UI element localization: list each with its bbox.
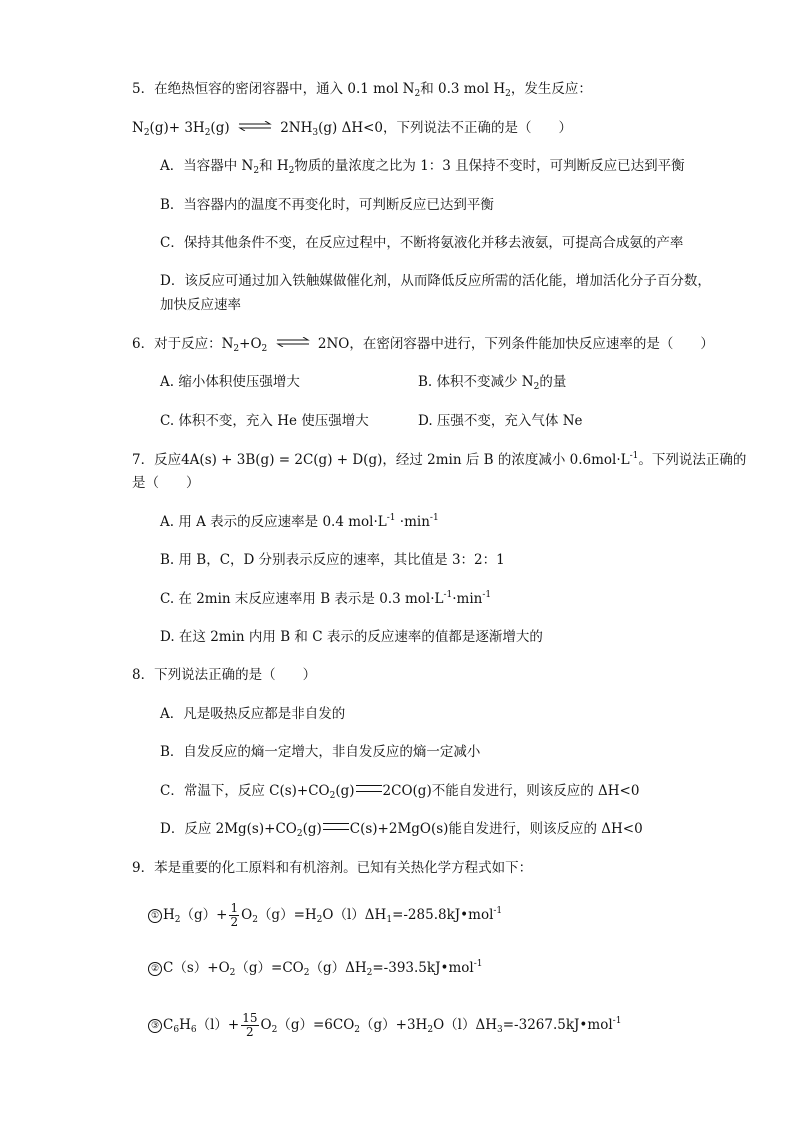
q7-option-b[interactable]: B. 用 B，C，D 分别表示反应的速率，其比值是 3：2：1 xyxy=(160,552,505,568)
q5-option-a[interactable]: A．当容器中 $N_2$和 $H_2$物质的量浓度之比为 1：3 且保持不变时，可判断反应已达到平衡 xyxy=(160,158,685,176)
q8-option-c[interactable]: C．常温下，反应 $C(s)+CO_2(g)$ 2CO(g)不能自发进行，则该反应的 ΔH<0 xyxy=(160,783,640,801)
q5-stem: 5．在绝热恒容的密闭容器中，通入 0.1 mol $N_2$和 0.3 mol $H_2$，发生反应： xyxy=(132,81,592,99)
q5-equation: $N_2(g)+ 3H_2(g)$ $2NH_3(g)$ ΔH<0，下列说法不正确的是（ ） xyxy=(132,120,573,138)
equilibrium-arrow-icon xyxy=(276,337,310,347)
equals-sign-icon xyxy=(356,785,382,792)
q6-stem: 6．对于反应：$N_2+O_2$ 2NO，在密闭容器中进行，下列条件能加快反应速率的是（ ） xyxy=(132,336,714,354)
q9-stem: 9．苯是重要的化工原料和有机溶剂。已知有关热化学方程式如下： xyxy=(132,860,533,876)
q9-equation-2: ② $C(s)+O_2(g)=CO_2(g)\Delta H_2=-393.5kJ•mol^{-1}$ xyxy=(148,959,482,977)
q7-option-a[interactable]: A. 用 A 表示的反应速率是 0.4 $mol\cdot L^{-1} \cdot\min^{-1}$ xyxy=(160,513,439,530)
q7-option-d[interactable]: D. 在这 2min 内用 B 和 C 表示的反应速率的值都是逐渐增大的 xyxy=(160,629,543,645)
q6-option-d[interactable]: D. 压强不变，充入气体 Ne xyxy=(418,413,583,429)
q8-option-d[interactable]: D．反应 $2Mg(s)+CO_2(g)$ C(s)+2MgO(s)能自发进行，则该反应的 ΔH<0 xyxy=(160,821,643,839)
equals-sign-icon xyxy=(323,823,349,830)
q5-option-d[interactable]: D．该反应可通过加入铁触媒做催化剂，从而降低反应所需的活化能，增加活化分子百分数， xyxy=(160,273,711,289)
q5-option-d-cont: 加快反应速率 xyxy=(160,297,241,313)
q5-option-b[interactable]: B．当容器内的温度不再变化时，可判断反应已达到平衡 xyxy=(160,197,494,213)
q6-option-b[interactable]: B. 体积不变减少 $N_2$的量 xyxy=(418,374,567,392)
q8-option-a[interactable]: A．凡是吸热反应都是非自发的 xyxy=(160,706,346,722)
q9-equation-1: ① $H_2(g)+$ $\frac{1}{2}$ $O_2(g)=H_2O(l)\Delta H_1=-285.8kJ•mol^{-1}$ xyxy=(148,902,502,929)
fraction: $\frac{1}{2}$ xyxy=(230,901,239,929)
q8-stem: 8．下列说法正确的是（ ） xyxy=(132,667,317,683)
fraction: $\frac{15}{2}$ xyxy=(242,1011,258,1039)
q7-stem: 7．反应4A(s) + 3B(g) = 2C(g) + D(g)，经过 2min 后 B 的浓度减小 $0.6mol\cdot L^{-1}$。下列说法正确的 xyxy=(132,451,747,468)
equilibrium-arrow-icon xyxy=(238,121,272,131)
q7-stem-cont: 是（ ） xyxy=(132,475,200,491)
q8-option-b[interactable]: B．自发反应的熵一定增大，非自发反应的熵一定减小 xyxy=(160,744,481,760)
q5-option-c[interactable]: C．保持其他条件不变，在反应过程中，不断将氨液化并移去液氨，可提高合成氨的产率 xyxy=(160,235,684,251)
q9-equation-3: ③ $C_6H_6(l)+$ $\frac{15}{2}$ $O_2(g)=6CO_2(g)+3H_2O(l)\Delta H_3=-3267.5kJ•mol^{-1}$ xyxy=(148,1012,621,1039)
q6-option-a[interactable]: A. 缩小体积使压强增大 xyxy=(160,374,300,390)
q7-option-c[interactable]: C. 在 2min 末反应速率用 B 表示是 0.3 $mol\cdot L^{-1}\cdot\min^{-1}$ xyxy=(160,590,492,607)
q6-option-c[interactable]: C. 体积不变，充入 He 使压强增大 xyxy=(160,413,369,429)
